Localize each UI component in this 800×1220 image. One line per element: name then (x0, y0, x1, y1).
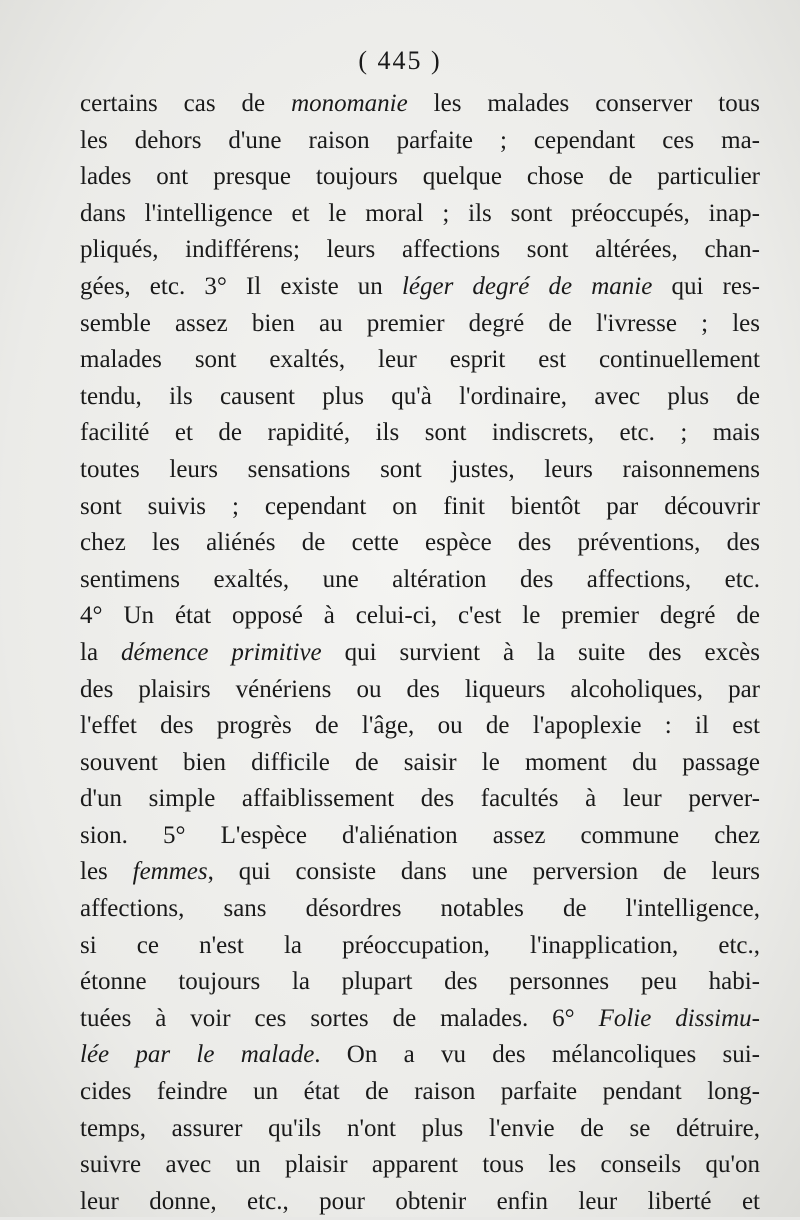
text-segment: qui res- (652, 272, 760, 300)
text-line (80, 452, 760, 489)
text-segment: semble assez bien au premier degré de l'ivresse ; les (80, 309, 760, 337)
text-segment: qui survient à la suite des excès (321, 638, 761, 666)
text-line (80, 525, 760, 562)
text-line (80, 1074, 760, 1111)
text-segment: certains cas de (80, 90, 292, 117)
text-segment: sion. 5° L'espèce d'aliénation assez commune chez (80, 821, 760, 849)
text-line (80, 562, 760, 599)
text-segment: sont suivis ; cependant on finit bientôt par découvrir (80, 492, 760, 520)
text-line (80, 672, 760, 709)
text-segment: suivre avec un plaisir apparent tous les conseils qu'on (80, 1151, 760, 1179)
text-segment: sentimens exaltés, une altération des affections, etc. (80, 565, 760, 593)
text-line (80, 635, 760, 672)
text-segment: tendu, ils causent plus qu'à l'ordinaire, avec plus de (80, 382, 760, 410)
text-segment: la (80, 638, 121, 666)
text-line (80, 86, 760, 123)
text-line (80, 1111, 760, 1148)
text-segment: d'un simple affaiblissement des facultés à leur perver- (80, 785, 760, 813)
text-segment: les dehors d'une raison parfaite ; cependant ces ma- (80, 126, 760, 154)
italic-text-segment: démence primitive (121, 638, 322, 666)
text-segment: . On a vu des mélancoliques sui- (314, 1041, 760, 1069)
text-line (80, 928, 760, 965)
text-line (80, 232, 760, 269)
text-line (80, 1147, 760, 1184)
text-segment: tuées à voir ces sortes de malades. 6° (80, 1004, 599, 1032)
text-segment: leur donne, etc., pour obtenir enfin leur liberté et (80, 1187, 760, 1215)
text-line (80, 964, 760, 1001)
text-line (80, 818, 760, 855)
text-segment: des plaisirs vénériens ou des liqueurs alcoholiques, par (80, 675, 760, 703)
text-line (80, 159, 760, 196)
text-segment: si ce n'est la préoccupation, l'inapplication, etc., (80, 931, 760, 959)
italic-text-segment: léger degré de manie (401, 272, 653, 300)
text-line (80, 1037, 760, 1074)
text-line (80, 415, 760, 452)
page-number: ( 445 ) (358, 46, 442, 75)
text-segment: chez les aliénés de cette espèce des préventions, des (80, 529, 760, 557)
text-line (80, 196, 760, 233)
text-segment: l'effet des progrès de l'âge, ou de l'apoplexie : il est (80, 712, 760, 740)
text-segment: étonne toujours la plupart des personnes peu habi- (80, 968, 760, 996)
italic-text-segment: lée par le malade (80, 1041, 315, 1069)
text-segment: temps, assurer qu'ils n'ont plus l'envie de se détruire, (80, 1114, 760, 1142)
text-segment: affections, sans désordres notables de l'intelligence, (80, 895, 760, 923)
italic-text-segment: monomanie (291, 90, 408, 117)
text-line (80, 1184, 760, 1220)
text-line (80, 269, 760, 306)
text-line (80, 854, 760, 891)
text-line (80, 891, 760, 928)
text-segment: 4° Un état opposé à celui-ci, c'est le premier degré de (80, 602, 760, 630)
text-line (80, 123, 760, 160)
text-segment: cides feindre un état de raison parfaite pendant long- (80, 1078, 760, 1106)
italic-text-segment: Folie dissimu- (598, 1004, 760, 1032)
text-segment: gées, etc. 3° Il existe un (80, 272, 402, 300)
text-segment: lades ont presque toujours quelque chose de particulier (80, 163, 760, 191)
text-line (80, 306, 760, 343)
text-segment: souvent bien difficile de saisir le moment du passage (80, 748, 760, 776)
text-line (80, 1001, 760, 1038)
text-segment: les (80, 858, 133, 886)
text-segment: , qui consiste dans une perversion de leurs (207, 858, 760, 886)
text-line (80, 489, 760, 526)
text-line (80, 598, 760, 635)
text-segment: malades sont exaltés, leur esprit est continuellement (80, 346, 760, 374)
text-line (80, 379, 760, 416)
text-line (80, 745, 760, 782)
text-line (80, 708, 760, 745)
text-line (80, 342, 760, 379)
text-line (80, 781, 760, 818)
italic-text-segment: femmes (132, 858, 208, 886)
text-segment: dans l'intelligence et le moral ; ils sont préoccupés, inap- (80, 199, 760, 227)
text-segment: toutes leurs sensations sont justes, leurs raisonnemens (80, 455, 760, 483)
body-text (80, 86, 760, 1220)
text-segment: pliqués, indifférens; leurs affections sont altérées, chan- (80, 236, 760, 264)
text-segment: les malades conserver tous (407, 90, 760, 117)
text-segment: facilité et de rapidité, ils sont indiscrets, etc. ; mais (80, 419, 760, 447)
